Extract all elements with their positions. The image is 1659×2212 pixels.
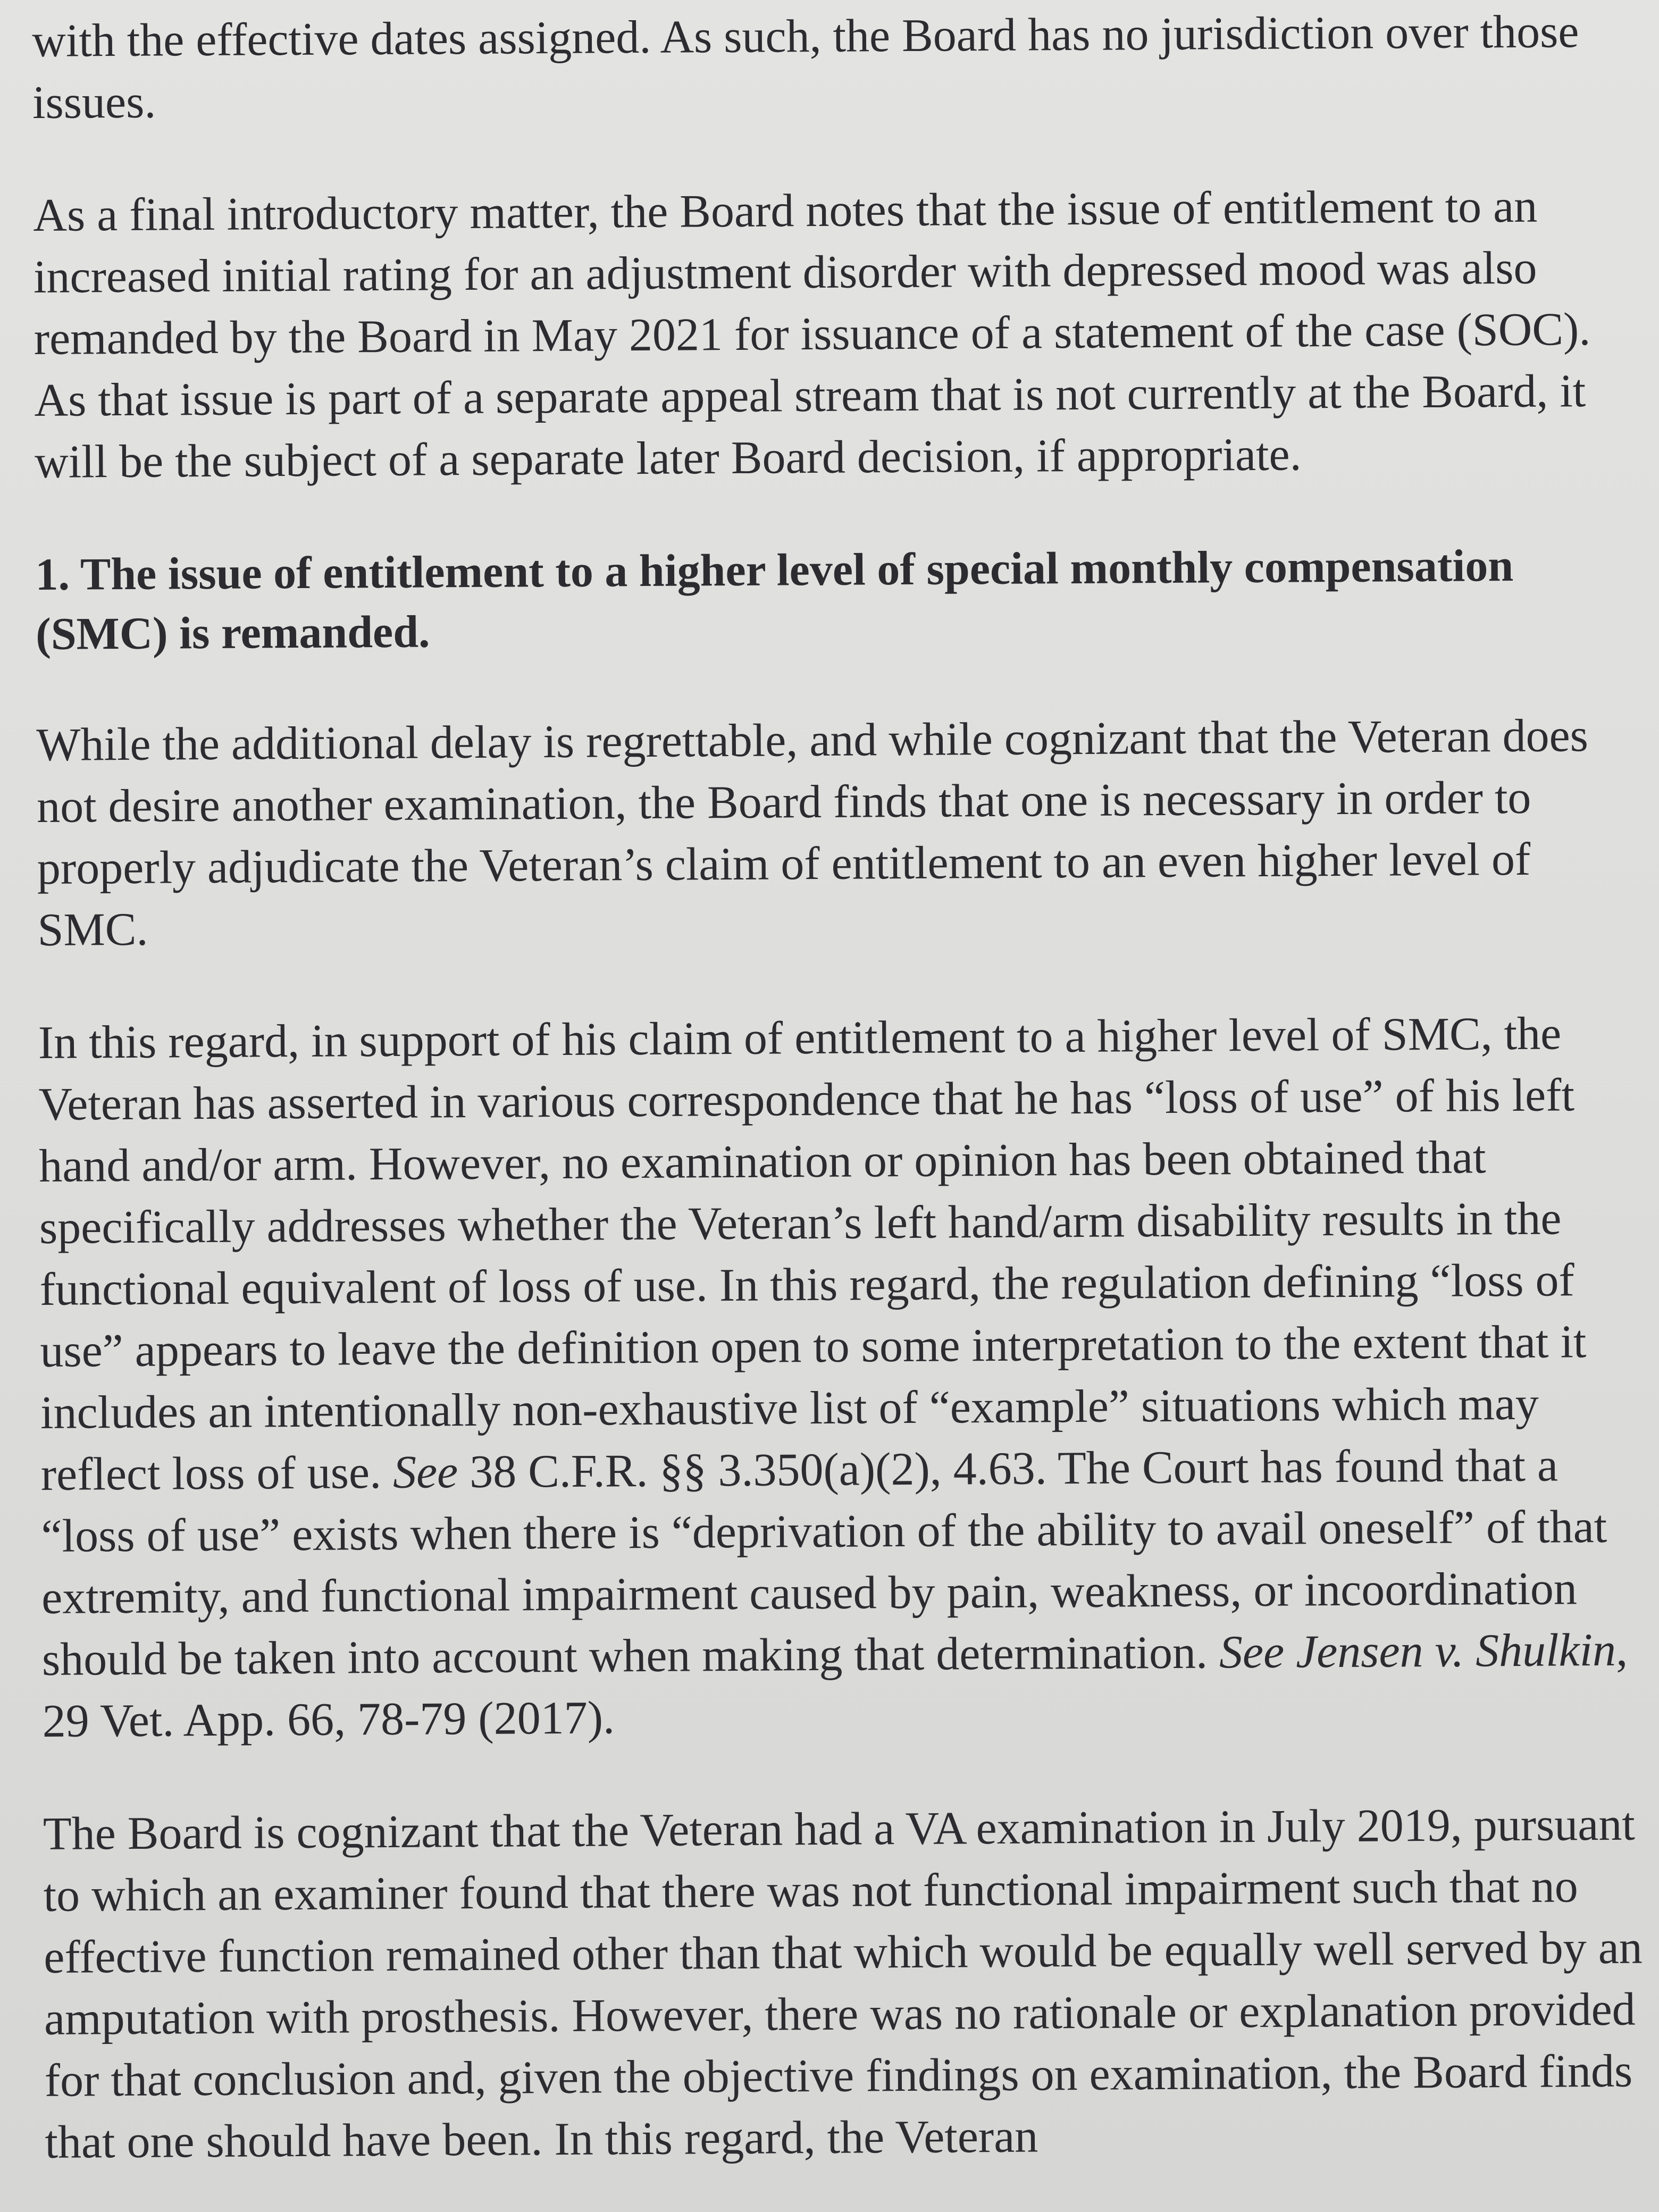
- text-run: , 29 Vet. App. 66, 78-79 (2017).: [42, 1624, 1628, 1747]
- document-body: [32, 1, 1646, 2212]
- text-run: with the effective dates assigned. As such, the Board has no jurisdiction over those issues.: [32, 6, 1579, 129]
- text-run: 38 C.F.R. §§ 3.350(a)(2), 4.63. The Court has found that a “loss of use” exists when there is “deprivation of the ability to avail oneself” of that extremity, and functional impairment caused by pain, weakness, or incoordination should be taken into account when making that determination.: [41, 1439, 1607, 1686]
- paragraph-loss-of-use: [38, 1003, 1643, 1753]
- text-run: While the additional delay is regrettable, and while cognizant that the Veteran does not desire another examination, the Board finds that one is necessary in order to properly adjudicate the Veteran’s claim of entitlement to an even higher level of SMC.: [36, 710, 1589, 956]
- paragraph-va-examination: [43, 1794, 1646, 2174]
- citation-signal: See: [392, 1446, 458, 1498]
- text-run: The Board is cognizant that the Veteran had a VA examination in July 2019, pursuant to which an examiner found that there was not functional impairment such that no effective function remained other than that which would be equally well served by an amputation with prosthesis. However, there was no rationale or explanation provided for that conclusion and, given the objective findings on examination, the Board finds that one should have been. In this regard, the Veteran: [43, 1798, 1643, 2168]
- paragraph-delay: [36, 705, 1638, 961]
- text-run: In this regard, in support of his claim of entitlement to a higher level of SMC, the Veteran has asserted in various correspondence that he has “loss of use” of his left hand and/or arm. However, no examination or opinion has been obtained that specifically addresses whether the Veteran’s left hand/arm disability results in the functional equivalent of loss of use. In this regard, the regulation defining “loss of use” appears to leave the definition open to some interpretation to the extent that it includes an intentionally non-exhaustive list of “example” situations which may reflect loss of use.: [38, 1008, 1587, 1501]
- paragraph-introductory-matter: [33, 175, 1635, 493]
- paragraph-jurisdiction: [32, 1, 1633, 134]
- case-citation: See Jensen v. Shulkin: [1219, 1624, 1616, 1679]
- text-run: As a final introductory matter, the Board notes that the issue of entitlement to an increased initial rating for an adjustment disorder with depressed mood was also remanded by the Board in May 2021 for issuance of a statement of the case (SOC). As that issue is part of a separate appeal stream that is not currently at the Board, it will be the subject of a separate later Board decision, if appropriate.: [33, 180, 1591, 488]
- heading-text: 1. The issue of entitlement to a higher level of special monthly compensation (SMC) is remanded.: [35, 540, 1514, 659]
- section-heading-smc: [35, 535, 1636, 664]
